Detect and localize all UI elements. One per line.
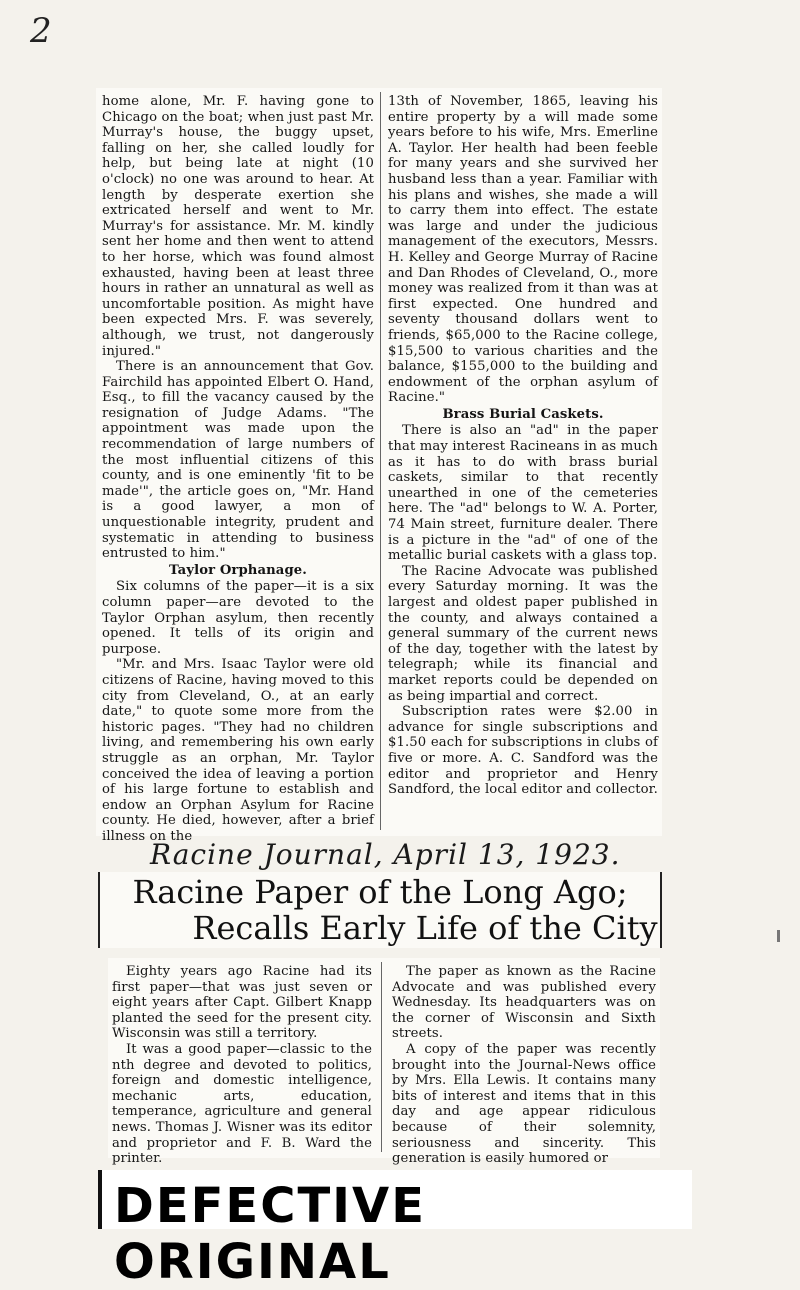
headline-line-2: Recalls Early Life of the City [192,909,658,947]
article-top-left-column [102,94,374,845]
page-number: 2 [30,11,52,51]
defective-original-stamp [98,1170,692,1290]
subhead-taylor-orphanage: Taylor Orphanage. [169,562,307,578]
paragraph: home alone, Mr. F. having gone to Chicago on the boat; when just past Mr. Murray's house, the buggy upset, falling on her, she called loudly for help, but being late at night (10 o'clock) no one was around to hear. At length by desperate exertion she extricated herself and went to Mr. Murray's for assistance. Mr. M. kindly sent her home and then went to attend to her horse, which was found almost exhausted, having been at least three hours in rather an unnatural as well as uncomfortable position. As might have been expected Mrs. F. was severely, although, we trust, not dangerously injured." [102,94,374,359]
headline-line-1: Racine Paper of the Long Ago; [132,873,628,911]
paragraph: It was a good paper—classic to the nth degree and devoted to politics, foreign and domestic intelligence, mechanic arts, education, temperance, agriculture and general news. Thomas J. Wisner was its editor and proprietor and F. B. Ward the printer. [112,1041,372,1167]
paragraph: There is an announcement that Gov. Fairchild has appointed Elbert O. Hand, Esq., to fill the vacancy caused by the resignation of Judge Adams. "The appointment was made upon the recommendation of large numbers of the most influential citizens of this county, and is one eminently 'fit to be made'", the article goes on, "Mr. Hand is a good lawyer, a mon of unquestionable integrity, prudent and systematic in attending to business entrusted to him." [102,359,374,562]
paragraph: The paper as known as the Racine Advocate and was published every Wednesday. Its headquarters was on the corner of Wisconsin and Sixth streets. [392,964,656,1042]
paragraph: A copy of the paper was recently brought into the Journal-News office by Mrs. Ella Lewis. It contains many bits of interest and items that in this day and age appear ridiculous because of their solemnity, seriousness and sincerity. This generation is easily humored or [392,1041,656,1167]
margin-mark [777,930,780,942]
paragraph: Eighty years ago Racine had its first paper—that was just seven or eight years after Capt. Gilbert Knapp planted the seed for the present city. Wisconsin was still a territory. [112,964,372,1042]
article-top-right-column [388,94,658,798]
paragraph: Subscription rates were $2.00 in advance for single subscriptions and $1.50 each for subscriptions in clubs of five or more. A. C. Sandford was the editor and proprietor and Henry Sandford, the local editor and collector. [388,704,658,798]
article-bottom-left-column [112,964,372,1167]
paragraph: 13th of November, 1865, leaving his entire property by a will made some years before to his wife, Mrs. Emerline A. Taylor. Her health had been feeble for many years and she survived her husband less than a year. Familiar with his plans and wishes, she made a will to carry them into effect. The estate was large and under the judicious management of the executors, Messrs. H. Kelley and George Murray of Racine and Dan Rhodes of Cleveland, O., more money was realized from it than was at first expected. One hundred and seventy thousand dollars went to friends, $65,000 to the Racine college, $15,500 to various charities and the balance, $155,000 to the building and endowment of the orphan asylum of Racine." [388,94,658,406]
clipping-top [96,88,662,844]
paragraph: The Racine Advocate was published every Saturday morning. It was the largest and oldest paper published in the county, and always contained a general summary of the current news of the day, together with the latest by telegraph; while its financial and market reports could be depended on as being impartial and correct. [388,563,658,704]
article-bottom-right-column [392,964,656,1167]
headline [100,874,660,946]
paragraph: Six columns of the paper—it is a six column paper—are devoted to the Taylor Orphan asylum, then recently opened. It tells of its origin and purpose. [102,579,374,657]
headline-box [98,872,662,948]
column-divider [380,92,381,830]
subhead-brass-burial-caskets: Brass Burial Caskets. [442,406,604,422]
paragraph: "Mr. and Mrs. Isaac Taylor were old citizens of Racine, having moved to this city from Cleveland, O., at an early date," to quote some more from the historic pages. "They had no children living, and remembering his own early struggle as an orphan, Mr. Taylor conceived the idea of leaving a portion of his large fortune to establish and endow an Orphan Asylum for Racine county. He died, however, after a brief illness on the [102,657,374,844]
column-divider [381,962,382,1152]
handwritten-source-note: Racine Journal, April 13, 1923. [150,838,621,871]
clipping-bottom [108,958,660,1167]
stamp-text: DEFECTIVE ORIGINAL [114,1178,426,1290]
paragraph: There is also an "ad" in the paper that may interest Racineans in as much as it has to do with brass burial caskets, similar to that recently unearthed in one of the cemeteries here. The "ad" belongs to W. A. Porter, 74 Main street, furniture dealer. There is a picture in the "ad" of one of the metallic burial caskets with a glass top. [388,423,658,564]
